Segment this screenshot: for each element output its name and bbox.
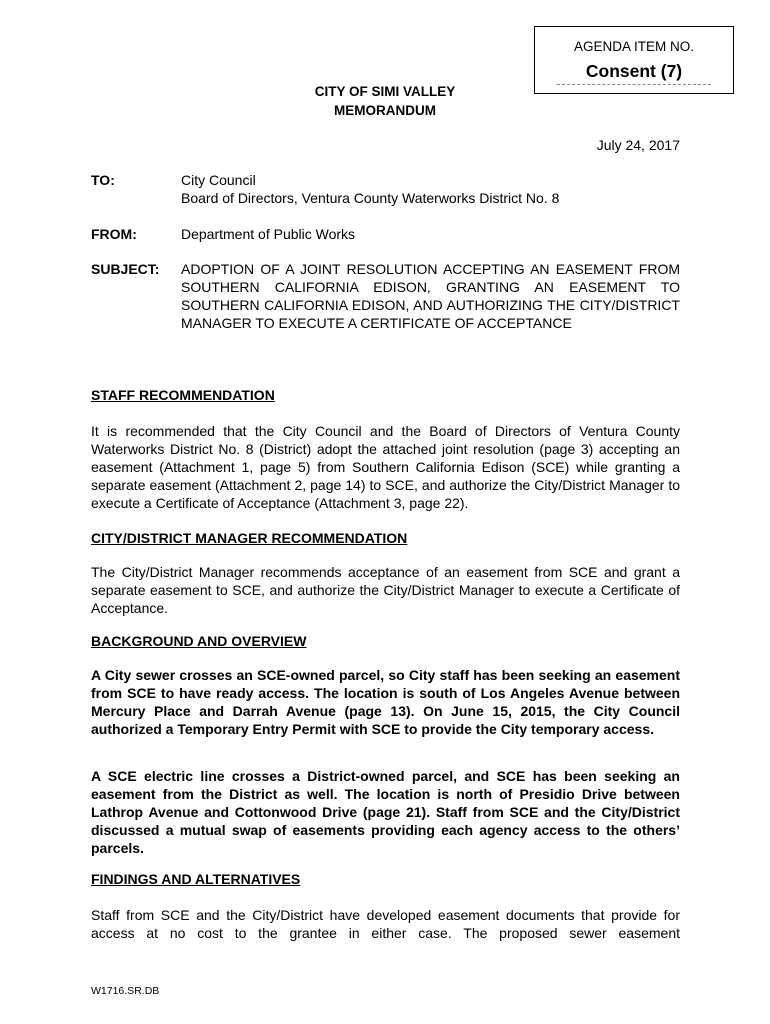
subject-label: SUBJECT: <box>91 261 160 277</box>
background-heading: BACKGROUND AND OVERVIEW <box>91 633 307 649</box>
background-paragraph-1: A City sewer crosses an SCE-owned parcel, so City staff has been seeking an easement from SCE to have ready access. The location is south of Los Angeles Avenue between Mercury Place and Darrah Avenue (page 13). On June 15, 2015, the City Council authorized a Temporary Entry Permit with SCE to provide the City temporary access. <box>91 667 680 737</box>
background-section <box>91 632 680 650</box>
city-name: CITY OF SIMI VALLEY <box>314 84 456 99</box>
staff-recommendation-section <box>91 386 680 404</box>
to-recipient-1: City Council <box>181 172 256 188</box>
agenda-item-value: Consent (7) <box>557 61 711 85</box>
findings-section <box>91 870 680 888</box>
memo-header <box>290 82 480 120</box>
agenda-item-box <box>534 26 734 94</box>
memo-date: July 24, 2017 <box>596 137 680 153</box>
from-label: FROM: <box>91 226 137 242</box>
to-recipient-2: Board of Directors, Ventura County Waterworks District No. 8 <box>181 190 560 206</box>
manager-recommendation-section <box>91 529 680 547</box>
document-code: W1716.SR.DB <box>91 985 160 997</box>
from-value: Department of Public Works <box>181 226 356 242</box>
manager-recommendation-heading: CITY/DISTRICT MANAGER RECOMMENDATION <box>91 530 408 546</box>
subject-value: ADOPTION OF A JOINT RESOLUTION ACCEPTING AN EASEMENT FROM SOUTHERN CALIFORNIA EDISON, GRANTING AN EASEMENT TO SOUTHERN CALIFORNIA EDISON, AND AUTHORIZING THE CITY/DISTRICT MANAGER TO EXECUTE A CERTIFICATE OF ACCEPTANCE <box>181 261 680 331</box>
to-label: TO: <box>91 172 115 188</box>
staff-recommendation-heading: STAFF RECOMMENDATION <box>91 387 275 403</box>
memo-title: MEMORANDUM <box>334 103 436 118</box>
findings-heading: FINDINGS AND ALTERNATIVES <box>91 871 301 887</box>
background-paragraph-2: A SCE electric line crosses a District-owned parcel, and SCE has been seeking an easement from the District as well. The location is north of Presidio Drive between Lathrop Avenue and Cottonwood Drive (page 21). Staff from SCE and the City/District discussed a mutual swap of easements providing each agency access to the others’ parcels. <box>91 768 680 856</box>
to-value <box>181 171 680 207</box>
agenda-item-label: AGENDA ITEM NO. <box>573 39 695 54</box>
staff-recommendation-body: It is recommended that the City Council and the Board of Directors of Ventura County Waterworks District No. 8 (District) adopt the attached joint resolution (page 3) accepting an easement (Attachment 1, page 5) from Southern California Edison (SCE) while granting a separate easement (Attachment 2, page 14) to SCE, and authorize the City/District Manager to execute a Certificate of Acceptance (Attachment 3, page 22). <box>91 423 680 511</box>
manager-recommendation-body: The City/District Manager recommends acceptance of an easement from SCE and grant a separate easement to SCE, and authorize the City/District Manager to execute a Certificate of Acceptance. <box>91 564 680 616</box>
findings-body: Staff from SCE and the City/District have developed easement documents that provide for access at no cost to the grantee in either case. The proposed sewer easement <box>91 907 680 941</box>
